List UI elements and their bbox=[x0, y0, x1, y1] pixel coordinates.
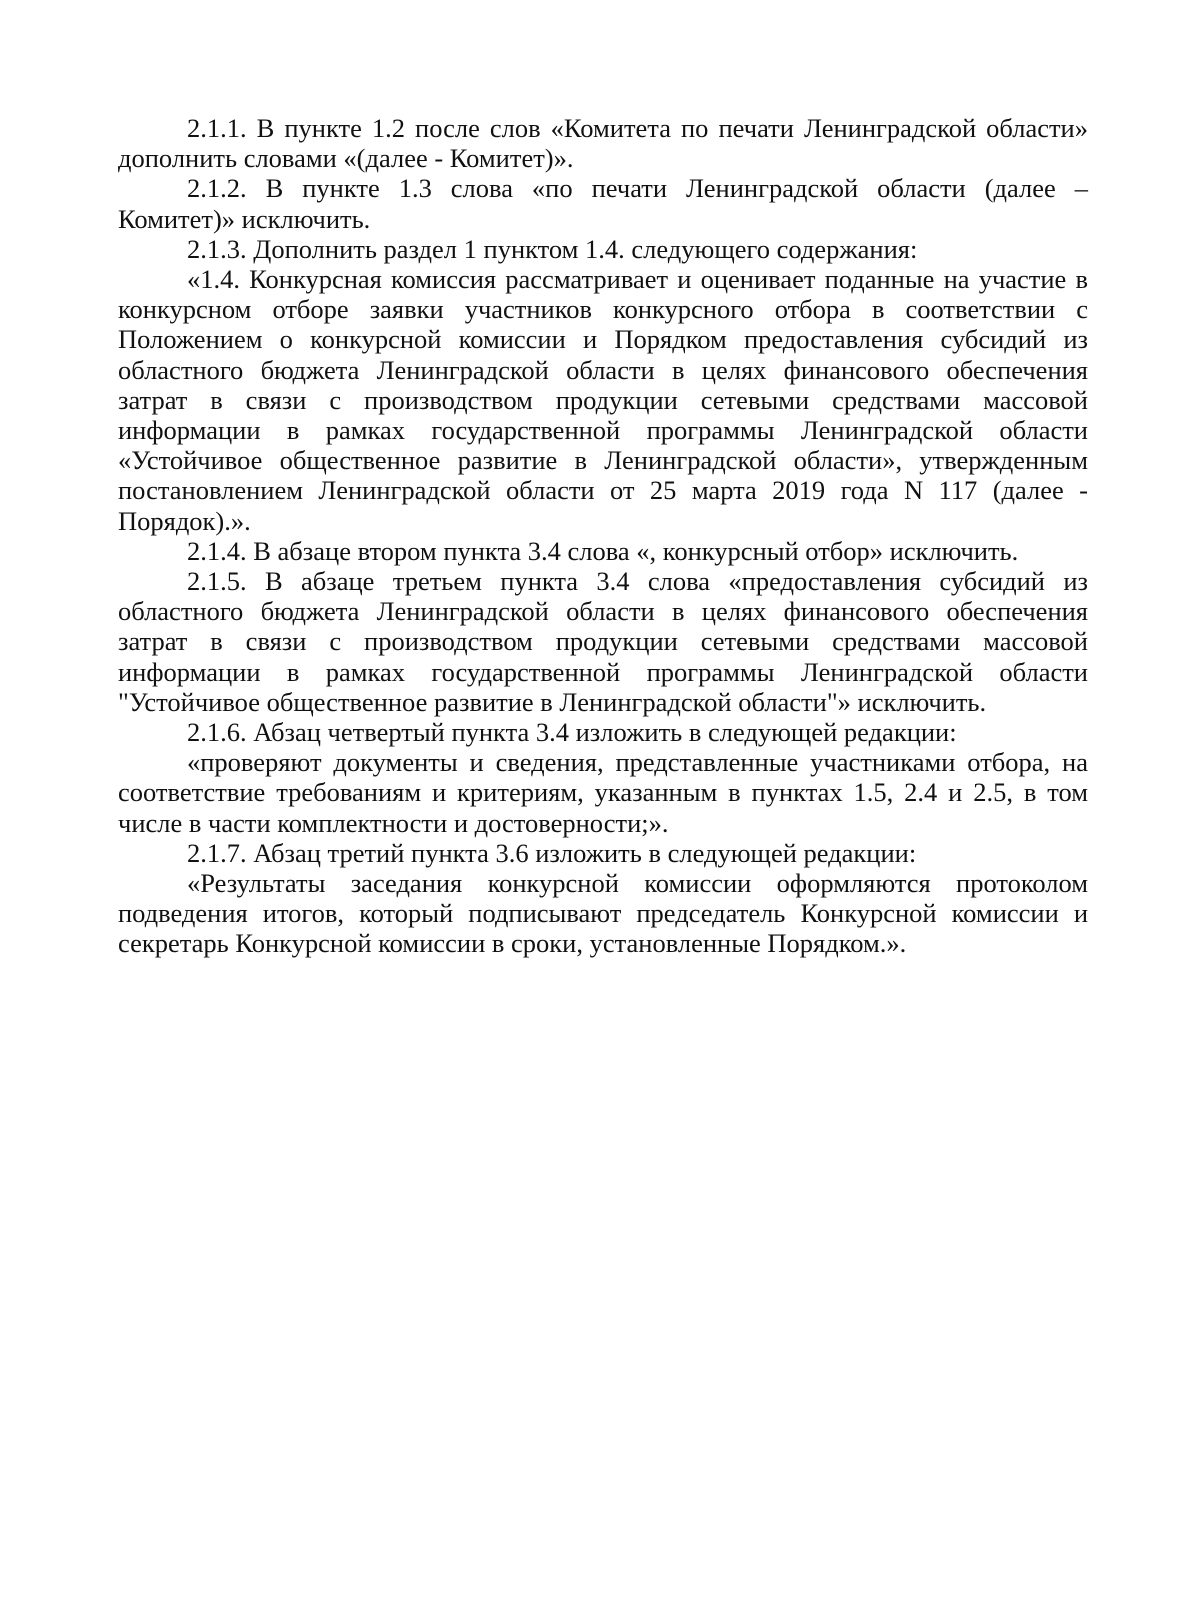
paragraph-2-1-1: 2.1.1. В пункте 1.2 после слов «Комитета по печати Ленинградской области» дополнить словами «(далее - Комитет)». bbox=[118, 113, 1088, 174]
paragraph-2-1-6: 2.1.6. Абзац четвертый пункта 3.4 изложить в следующей редакции: bbox=[187, 717, 957, 748]
paragraph-2-1-5: 2.1.5. В абзаце третьем пункта 3.4 слова «предоставления субсидий из областного бюджета Ленинградской области в целях финансового обеспечения затрат в связи с производством продукции сетевыми средствами массовой информации в рамках государственной программы Ленинградской области "Устойчивое общественное развитие в Ленинградской области"» исключить. bbox=[118, 566, 1088, 717]
paragraph-2-1-4: 2.1.4. В абзаце втором пункта 3.4 слова «, конкурсный отбор» исключить. bbox=[187, 535, 1019, 566]
paragraph-2-1-3: 2.1.3. Дополнить раздел 1 пунктом 1.4. следующего содержания: bbox=[187, 233, 918, 264]
paragraph-2-1-7: 2.1.7. Абзац третий пункта 3.6 изложить в следующей редакции: bbox=[187, 837, 917, 868]
paragraph-quote-verification: «проверяют документы и сведения, представленные участниками отбора, на соответствие требованиям и критериям, указанным в пунктах 1.5, 2.4 и 2.5, в том числе в части комплектности и достоверности;». bbox=[118, 747, 1088, 838]
paragraph-quote-results: «Результаты заседания конкурсной комиссии оформляются протоколом подведения итогов, который подписывают председатель Конкурсной комиссии и секретарь Конкурсной комиссии в сроки, установленные Порядком.». bbox=[118, 868, 1088, 959]
paragraph-quote-1-4: «1.4. Конкурсная комиссия рассматривает и оценивает поданные на участие в конкурсном отборе заявки участников конкурсного отбора в соответствии с Положением о конкурсной комиссии и Порядком предоставления субсидий из областного бюджета Ленинградской области в целях финансового обеспечения затрат в связи с производством продукции сетевыми средствами массовой информации в рамках государственной программы Ленинградской области «Устойчивое общественное развитие в Ленинградской области», утвержденным постановлением Ленинградской области от 25 марта 2019 года N 117 (далее - Порядок).». bbox=[118, 264, 1088, 536]
document-body bbox=[118, 113, 1088, 959]
paragraph-2-1-2: 2.1.2. В пункте 1.3 слова «по печати Ленинградской области (далее – Комитет)» исключить. bbox=[118, 173, 1088, 234]
